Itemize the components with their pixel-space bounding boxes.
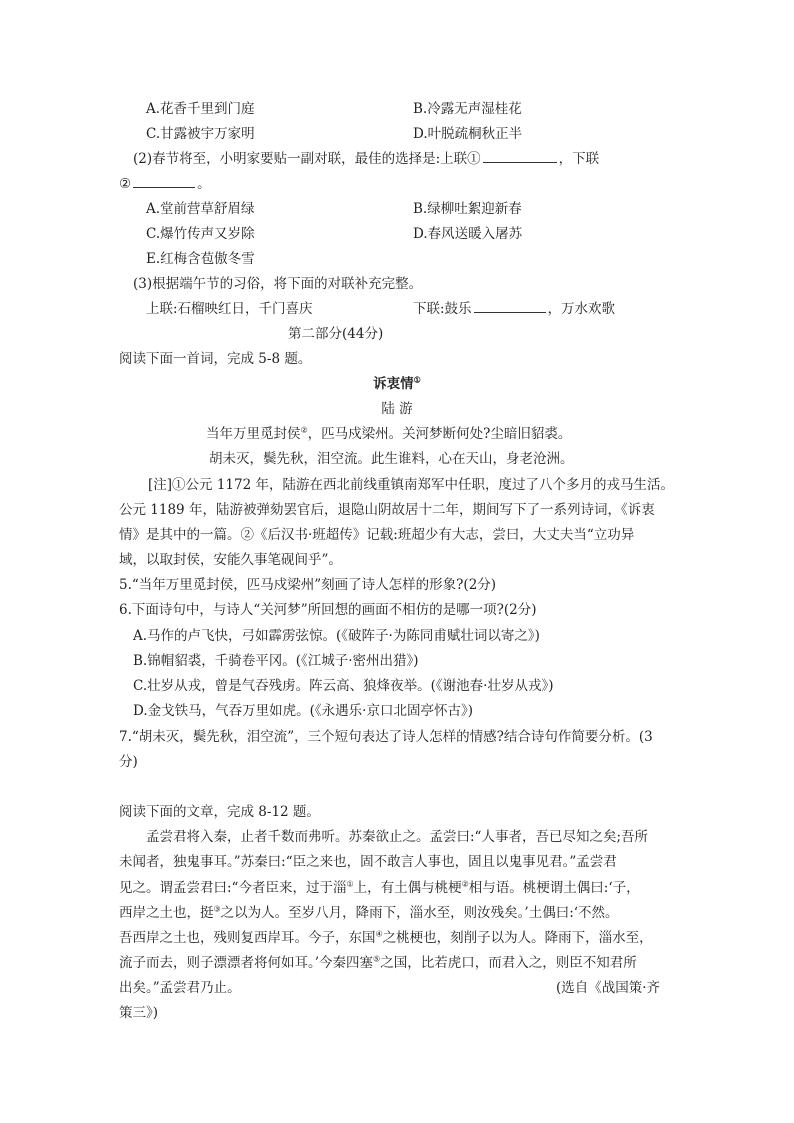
prose-line-6b: 之国，比若虎口，而君入之，则臣不知君所 xyxy=(380,955,637,971)
prose-line-5a: 吾西岸之土也，残则复西岸耳。今子，东国 xyxy=(119,930,376,946)
prose-line-7: 出矣。”孟尝君乃止。 xyxy=(119,980,241,996)
question-2-stem xyxy=(133,148,599,170)
poem-line-1a: 当年万里觅封侯 xyxy=(206,426,301,442)
option-a: A.花香千里到门庭 xyxy=(146,101,255,117)
poem-title-text: 诉衷情 xyxy=(373,376,414,392)
q6-option-a: A.马作的卢飞快，弓如霹雳弦惊。(《破阵子·为陈同甫赋壮词以寄之》) xyxy=(133,628,540,644)
prose-note-2: ② xyxy=(461,879,469,889)
q6-option-c: C.壮岁从戎，曾是气吞残虏。阵云高、狼烽夜举。(《谢池春·壮岁从戎》) xyxy=(133,678,554,694)
prose-line-2: 未闻者，独鬼事耳。”苏秦曰:“臣之来也，固不敢言人事也，固且以鬼事见君。”孟尝君 xyxy=(119,854,617,870)
q6-option-b: B.锦帽貂裘，千骑卷平冈。(《江城子·密州出猎》) xyxy=(133,653,419,669)
part2-heading: 第二部分(44分) xyxy=(288,326,384,342)
q2-stem-start: (2)春节将至，小明家要贴一副对联，最佳的选择是:上联① xyxy=(133,151,481,167)
prose-note-1: ① xyxy=(346,879,354,889)
poem-intro: 阅读下面一首词，完成 5-8 题。 xyxy=(119,351,312,367)
poem-line-2: 胡未灭，鬓先秋，泪空流。此生谁料，心在天山，身老沧洲。 xyxy=(209,451,574,467)
prose-line-5 xyxy=(119,927,653,949)
question-7-line1: 7.“胡未灭，鬓先秋，泪空流”，三个短句表达了诗人怎样的情感?结合诗句作简要分析。(3 xyxy=(119,729,653,745)
prose-line-3c: 相与语。桃梗谓土偶曰:‘子， xyxy=(468,880,640,896)
question-3-stem: (3)根据端午节的习俗，将下面的对联补充完整。 xyxy=(133,276,423,292)
answer-blank-3[interactable] xyxy=(474,298,546,313)
q6-option-d: D.金戈铁马，气吞万里如虎。(《永遇乐·京口北固亭怀古》) xyxy=(133,703,473,719)
q2-option-b: B.绿柳吐絮迎新春 xyxy=(413,201,522,217)
answer-blank-2[interactable] xyxy=(133,173,195,188)
prose-line-5b: 之桃梗也，刻削子以为人。降雨下，淄水至， xyxy=(382,930,653,946)
prose-note-5: ⑤ xyxy=(373,954,381,964)
q2-line2-prefix: ② xyxy=(119,176,132,192)
couplet-lower-suffix: ，万水欢歌 xyxy=(547,301,616,317)
prose-line-6 xyxy=(119,952,637,974)
question-5: 5.“当年万里觅封侯，匹马戍梁州”刻画了诗人怎样的形象?(2分) xyxy=(119,577,497,593)
question-2-line2 xyxy=(119,173,211,195)
prose-line-4 xyxy=(119,902,619,924)
poem-line-1 xyxy=(206,423,571,445)
note-line-4: 域，以取封侯，安能久事笔砚间乎”。 xyxy=(119,552,342,568)
prose-line-4b: 之以为人。至岁八月，降雨下，淄水至，则汝残矣。’土偶曰:‘不然。 xyxy=(220,905,619,921)
q2-option-c: C.爆竹传声又岁除 xyxy=(146,226,255,242)
option-c: C.甘露被宇万家明 xyxy=(146,126,255,142)
poem-title xyxy=(0,373,794,395)
prose-intro: 阅读下面的文章，完成 8-12 题。 xyxy=(119,804,320,820)
poem-line-1-note: ② xyxy=(300,425,308,435)
poem-title-note: ① xyxy=(413,374,421,385)
option-d: D.叶脱疏桐秋正半 xyxy=(413,126,523,142)
couplet-lower xyxy=(413,298,615,320)
q2-line2-end: 。 xyxy=(197,176,211,192)
prose-note-4: ④ xyxy=(375,929,383,939)
prose-source-1: (选自《战国策·齐 xyxy=(556,980,661,996)
couplet-lower-prefix: 下联:鼓乐 xyxy=(413,301,472,317)
poem-author: 陆 游 xyxy=(381,401,413,417)
prose-line-3a: 见之。谓孟尝君曰:“今者臣来，过于淄 xyxy=(119,880,347,896)
prose-line-1: 孟尝君将入秦，止者千数而弗听。苏秦欲止之。孟尝曰:“人事者，吾已尽知之矣;吾所 xyxy=(146,829,648,845)
option-b: B.冷露无声湿桂花 xyxy=(413,101,522,117)
poem-line-1b: ，匹马戍梁州。关河梦断何处?尘暗旧貂裘。 xyxy=(307,426,572,442)
answer-blank-1[interactable] xyxy=(483,148,557,163)
prose-line-3b: 上，有土偶与桃梗 xyxy=(353,880,462,896)
q2-option-e: E.红梅含苞傲冬雪 xyxy=(146,251,255,267)
prose-line-3 xyxy=(119,877,640,899)
question-7-line2: 分) xyxy=(119,754,138,770)
couplet-upper: 上联:石榴映红日，千门喜庆 xyxy=(146,301,313,317)
question-6-stem: 6.下面诗句中，与诗人“关河梦”所回想的画面不相仿的是哪一项?(2分) xyxy=(119,602,537,618)
note-line-1: [注]①公元 1172 年，陆游在西北前线重镇南郑军中任职，度过了八个多月的戎马生活。 xyxy=(148,477,674,493)
prose-line-6a: 流子而去，则子漂漂者将何如耳。’今秦四塞 xyxy=(119,955,374,971)
q2-stem-mid: ，下联 xyxy=(558,151,600,167)
q2-option-a: A.堂前营草舒眉绿 xyxy=(146,201,255,217)
prose-note-3: ③ xyxy=(213,904,221,914)
note-line-2: 公元 1189 年，陆游被弹劾罢官后，退隐山阴故居十二年，期间写下了一系列诗词，《诉衷 xyxy=(119,502,655,518)
prose-source-2: 策三》) xyxy=(119,1005,159,1021)
prose-line-4a: 西岸之土也，挺 xyxy=(119,905,214,921)
q2-option-d: D.春风送暖入屠苏 xyxy=(413,226,523,242)
note-line-3: 情》是其中的一篇。②《后汉书·班超传》记载:班超少有大志，尝曰，大丈夫当“立功异 xyxy=(119,527,635,543)
